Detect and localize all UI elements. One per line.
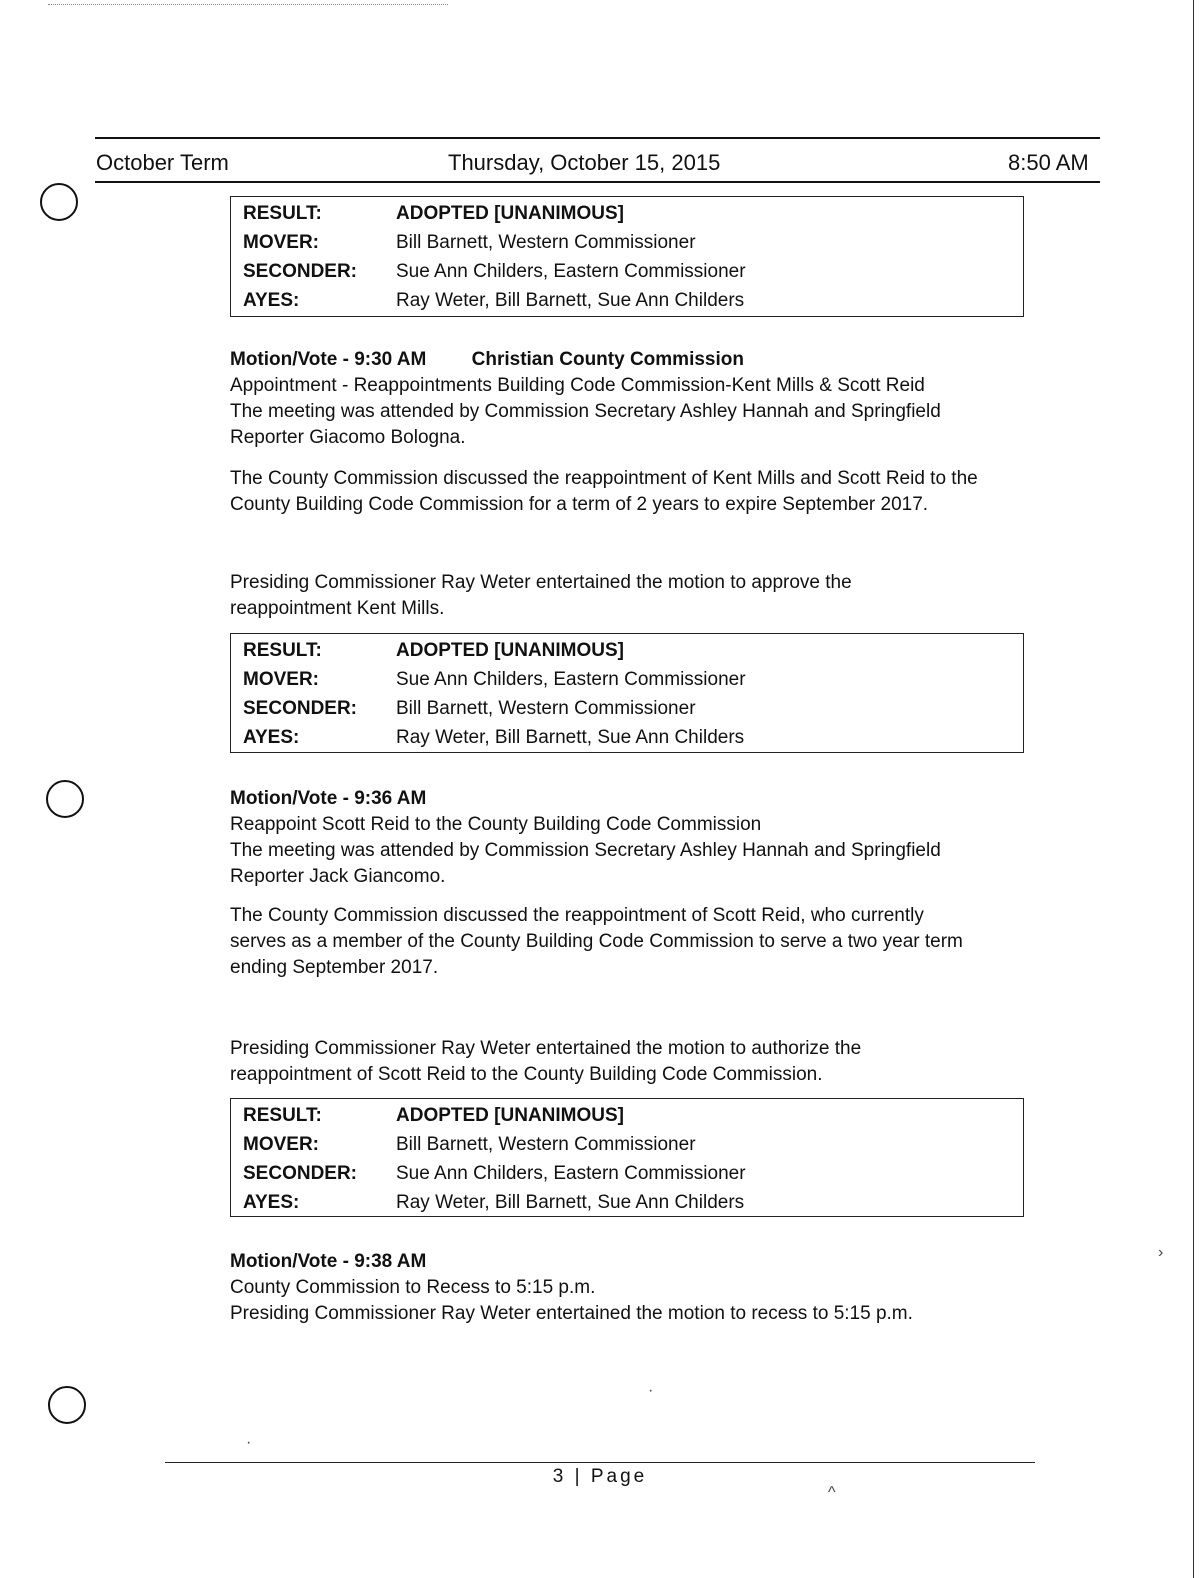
vote-key-seconder: SECONDER:: [243, 1163, 358, 1184]
motion-1-block: [230, 347, 1050, 451]
vote-row-ayes: [243, 723, 1023, 752]
header-time: 8:50 AM: [1008, 150, 1089, 175]
motion-1-time: 9:30 AM: [354, 349, 427, 370]
vote-key-result: RESULT:: [243, 1105, 322, 1126]
scan-speck: ›: [1158, 1244, 1164, 1261]
motion-2-line-2: The meeting was attended by Commission Secretary Ashley Hannah and Springfield: [230, 840, 941, 861]
vote-row-result: [243, 199, 1023, 228]
scan-edge-right: [1193, 0, 1194, 1578]
vote-key-seconder: SECONDER:: [243, 698, 358, 719]
vote-key-mover: MOVER:: [243, 669, 319, 690]
motion-1-entertained-line-2: reappointment Kent Mills.: [230, 598, 445, 619]
vote-key-ayes: AYES:: [243, 290, 300, 311]
punch-hole-middle: [46, 780, 84, 818]
vote-row-result: [243, 1101, 1023, 1130]
vote-key-seconder: SECONDER:: [243, 261, 358, 282]
vote-key-result: RESULT:: [243, 640, 322, 661]
vote-result: ADOPTED [UNANIMOUS]: [396, 203, 624, 224]
punch-hole-bottom: [48, 1386, 86, 1424]
motion-3-line-1: County Commission to Recess to 5:15 p.m.: [230, 1277, 596, 1298]
motion-2-entertained-line-1: Presiding Commissioner Ray Weter entertained the motion to authorize the: [230, 1038, 862, 1059]
motion-2-block: [230, 786, 1050, 890]
scan-edge-top: [48, 4, 448, 5]
motion-1-label: Motion/Vote -: [230, 349, 349, 370]
vote-key-mover: MOVER:: [243, 1134, 319, 1155]
vote-key-result: RESULT:: [243, 203, 322, 224]
motion-2-discussion: [230, 903, 1050, 981]
motion-2-entertained: [230, 1036, 1050, 1088]
vote-table-1: [230, 196, 1024, 317]
punch-hole-top: [40, 183, 78, 221]
motion-2-heading: [230, 786, 1050, 812]
page-number: 3 | Page: [552, 1466, 648, 1487]
vote-row-mover: [243, 665, 1023, 694]
motion-2-time: 9:36 AM: [354, 788, 427, 809]
vote-row-ayes: [243, 1188, 1023, 1217]
vote-row-seconder: [243, 1159, 1023, 1188]
vote-key-mover: MOVER:: [243, 232, 319, 253]
motion-3-label: Motion/Vote -: [230, 1251, 349, 1272]
motion-2-discussion-line-3: ending September 2017.: [230, 957, 439, 978]
motion-1-heading: [230, 347, 1050, 373]
vote-result: ADOPTED [UNANIMOUS]: [396, 640, 624, 661]
motion-1-line-1: Appointment - Reappointments Building Code Commission-Kent Mills & Scott Reid: [230, 375, 925, 396]
motion-1-line-3: Reporter Giacomo Bologna.: [230, 427, 466, 448]
vote-seconder: Sue Ann Childers, Eastern Commissioner: [396, 261, 746, 282]
motion-2-label: Motion/Vote -: [230, 788, 349, 809]
motion-1-discussion-line-2: County Building Code Commission for a term of 2 years to expire September 2017.: [230, 494, 929, 515]
vote-table-2: [230, 633, 1024, 753]
header-rule-top: [95, 137, 1100, 139]
vote-table-3: [230, 1098, 1024, 1217]
header-rule-bottom: [95, 181, 1100, 183]
vote-row-mover: [243, 228, 1023, 257]
motion-2-entertained-line-2: reappointment of Scott Reid to the County Building Code Commission.: [230, 1064, 823, 1085]
scan-speck: ·: [246, 1434, 252, 1451]
motion-3-line-2: Presiding Commissioner Ray Weter entertained the motion to recess to 5:15 p.m.: [230, 1303, 913, 1324]
vote-row-seconder: [243, 257, 1023, 286]
vote-key-ayes: AYES:: [243, 727, 300, 748]
vote-row-ayes: [243, 286, 1023, 315]
header-term: October Term: [96, 150, 229, 175]
vote-seconder: Bill Barnett, Western Commissioner: [396, 698, 696, 719]
footer-rule: [165, 1462, 1035, 1463]
scan-speck: ·: [648, 1382, 654, 1399]
vote-result: ADOPTED [UNANIMOUS]: [396, 1105, 624, 1126]
header-date: Thursday, October 15, 2015: [448, 150, 721, 175]
vote-row-seconder: [243, 694, 1023, 723]
motion-2-discussion-line-1: The County Commission discussed the reappointment of Scott Reid, who currently: [230, 905, 924, 926]
vote-ayes: Ray Weter, Bill Barnett, Sue Ann Childers: [396, 290, 745, 311]
motion-1-entertained-line-1: Presiding Commissioner Ray Weter entertained the motion to approve the: [230, 572, 852, 593]
vote-ayes: Ray Weter, Bill Barnett, Sue Ann Childers: [396, 727, 745, 748]
vote-seconder: Sue Ann Childers, Eastern Commissioner: [396, 1163, 746, 1184]
motion-2-discussion-line-2: serves as a member of the County Building Code Commission to serve a two year term: [230, 931, 963, 952]
motion-3-heading: [230, 1249, 1050, 1275]
motion-3-block: [230, 1249, 1050, 1327]
motion-1-org: Christian County Commission: [471, 349, 744, 370]
scan-speck: ^: [828, 1484, 836, 1501]
motion-2-line-1: Reappoint Scott Reid to the County Building Code Commission: [230, 814, 762, 835]
vote-mover: Bill Barnett, Western Commissioner: [396, 1134, 696, 1155]
vote-row-result: [243, 636, 1023, 665]
motion-1-discussion: [230, 466, 1050, 518]
motion-1-discussion-line-1: The County Commission discussed the reappointment of Kent Mills and Scott Reid to the: [230, 468, 978, 489]
vote-mover: Bill Barnett, Western Commissioner: [396, 232, 696, 253]
motion-3-time: 9:38 AM: [354, 1251, 427, 1272]
motion-1-entertained: [230, 570, 1050, 622]
vote-mover: Sue Ann Childers, Eastern Commissioner: [396, 669, 746, 690]
vote-key-ayes: AYES:: [243, 1192, 300, 1213]
motion-1-line-2: The meeting was attended by Commission Secretary Ashley Hannah and Springfield: [230, 401, 941, 422]
vote-ayes: Ray Weter, Bill Barnett, Sue Ann Childers: [396, 1192, 745, 1213]
vote-row-mover: [243, 1130, 1023, 1159]
motion-2-line-3: Reporter Jack Giancomo.: [230, 866, 446, 887]
